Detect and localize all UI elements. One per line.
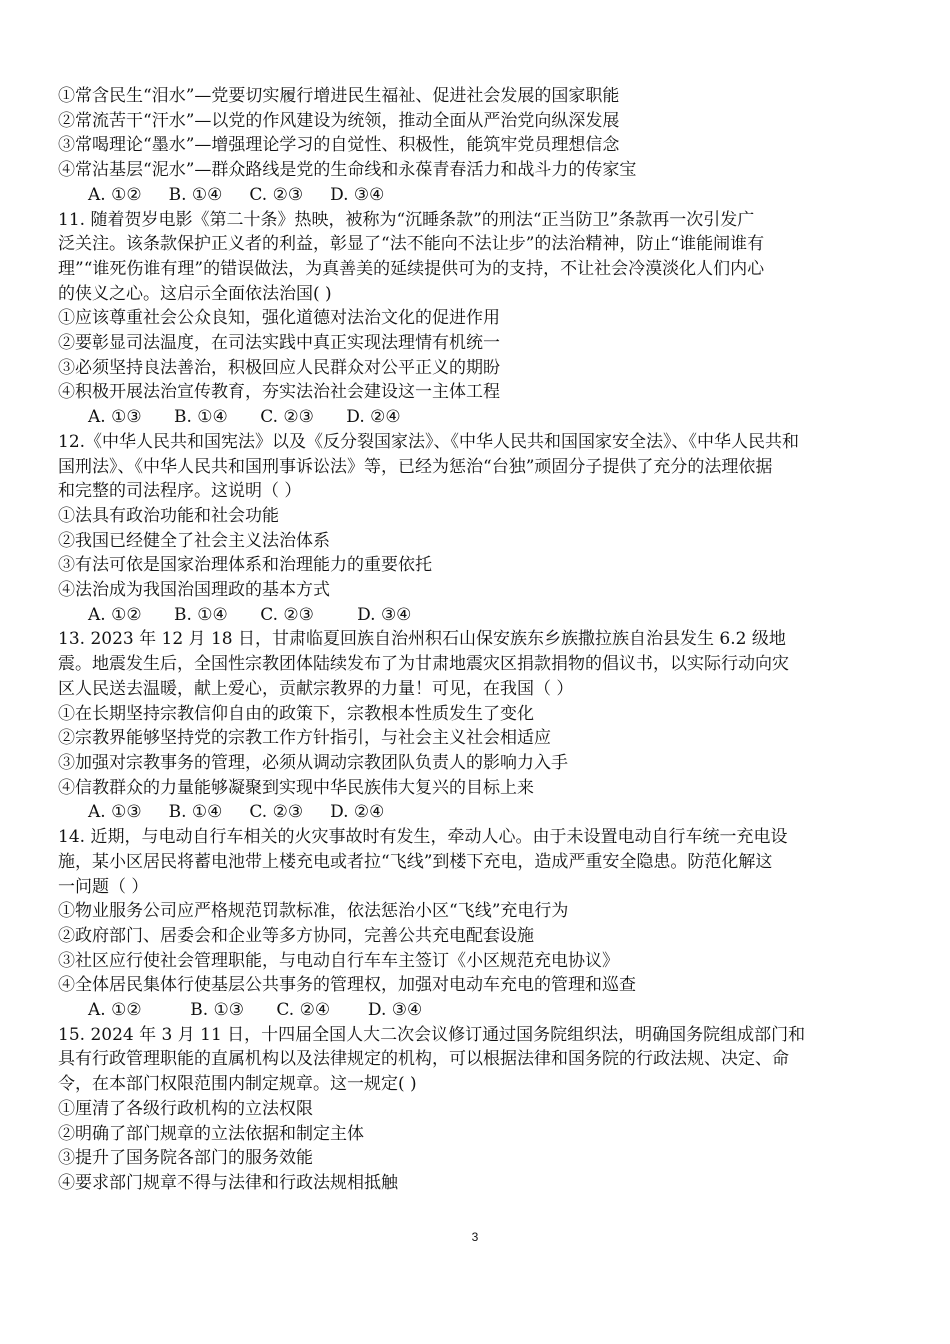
page-number: 3 — [471, 1230, 479, 1244]
exam-page — [58, 84, 898, 1196]
question-stem-line: 泛关注。该条款保护正义者的利益，彰显了“法不能向不法让步”的法治精神，防止“谁能闹谁有 — [58, 234, 765, 255]
choice-item: ④法治成为我国治国理政的基本方式 — [58, 580, 330, 601]
question-12 — [58, 430, 898, 628]
choice-item: ②宗教界能够坚持党的宗教工作方针指引，与社会主义社会相适应 — [58, 728, 551, 749]
question-stem-line: 14. 近期，与电动自行车相关的火灾事故时有发生，牵动人心。由于未设置电动自行车统一充电设 — [58, 827, 788, 848]
question-11 — [58, 208, 898, 430]
choice-item: ①应该尊重社会公众良知，强化道德对法治文化的促进作用 — [58, 308, 500, 329]
choice-item: ④全体居民集体行使基层公共事务的管理权，加强对电动车充电的管理和巡查 — [58, 975, 636, 996]
choice-item: ③必须坚持良法善治，积极回应人民群众对公平正义的期盼 — [58, 357, 500, 378]
question-stem-line: 11. 随着贺岁电影《第二十条》热映，被称为“沉睡条款”的刑法“正当防卫”条款再一次引发广 — [58, 209, 755, 230]
question-stem-line: 令，在本部门权限范围内制定规章。这一规定( ) — [58, 1074, 417, 1095]
question-stem-line: 一问题（ ） — [58, 876, 149, 897]
answer-options: A. ①② B. ①④ C. ②③ D. ③④ — [88, 184, 385, 205]
question-15 — [58, 1023, 898, 1196]
choice-item: ②要彰显司法温度，在司法实践中真正实现法理情有机统一 — [58, 333, 500, 354]
answer-options: A. ①② B. ①③ C. ②④ D. ③④ — [88, 1000, 423, 1021]
question-stem-line: 的侠义之心。这启示全面依法治国( ) — [58, 283, 332, 304]
choice-item: ①法具有政治功能和社会功能 — [58, 505, 279, 526]
question-stem-line: 施，某小区居民将蓄电池带上楼充电或者拉“飞线”到楼下充电，造成严重安全隐患。防范化解这 — [58, 851, 773, 872]
question-10-tail — [58, 84, 898, 208]
choice-item: ②我国已经健全了社会主义法治体系 — [58, 530, 330, 551]
question-stem-line: 具有行政管理职能的直属机构以及法律规定的机构，可以根据法律和国务院的行政法规、决定、命 — [58, 1049, 789, 1070]
choice-item: ④常沾基层“泥水”—群众路线是党的生命线和永葆青春活力和战斗力的传家宝 — [58, 160, 637, 181]
question-stem-line: 国刑法》、《中华人民共和国刑事诉讼法》等，已经为惩治“台独”顽固分子提供了充分的法理依据 — [58, 456, 773, 477]
question-stem-line: 12.《中华人民共和国宪法》以及《反分裂国家法》、《中华人民共和国国家安全法》、《中华人民共和 — [58, 431, 800, 452]
choice-item: ①厘清了各级行政机构的立法权限 — [58, 1098, 313, 1119]
choice-item: ③加强对宗教事务的管理，必须从调动宗教团队负责人的影响力入手 — [58, 752, 568, 773]
choice-item: ①常含民生“泪水”—党要切实履行增进民生福祉、促进社会发展的国家职能 — [58, 86, 620, 106]
question-stem-line: 理”“谁死伤谁有理”的错误做法，为真善美的延续提供可为的支持，不让社会冷漠淡化人们内心 — [58, 258, 765, 279]
choice-item: ④信教群众的力量能够凝聚到实现中华民族伟大复兴的目标上来 — [58, 777, 534, 798]
question-14 — [58, 825, 898, 1023]
choice-item: ④要求部门规章不得与法律和行政法规相抵触 — [58, 1172, 398, 1193]
choice-item: ③常喝理论“墨水”—增强理论学习的自觉性、积极性，能筑牢党员理想信念 — [58, 135, 620, 156]
answer-options: A. ①③ B. ①④ C. ②③ D. ②④ — [88, 407, 401, 428]
choice-item: ②常流苦干“汗水”—以党的作风建设为统领，推动全面从严治党向纵深发展 — [58, 110, 620, 131]
question-stem-line: 13. 2023 年 12 月 18 日，甘肃临夏回族自治州积石山保安族东乡族撒拉族自治县发生 6.2 级地 — [58, 629, 786, 650]
choice-item: ④积极开展法治宣传教育，夯实法治社会建设这一主体工程 — [58, 382, 500, 403]
choice-item: ②明确了部门规章的立法依据和制定主体 — [58, 1123, 364, 1144]
question-13 — [58, 627, 898, 825]
answer-options: A. ①③ B. ①④ C. ②③ D. ②④ — [88, 802, 385, 823]
answer-options: A. ①② B. ①④ C. ②③ D. ③④ — [88, 604, 412, 625]
choice-item: ①物业服务公司应严格规范罚款标准，依法惩治小区“飞线”充电行为 — [58, 901, 569, 922]
choice-item: ①在长期坚持宗教信仰自由的政策下，宗教根本性质发生了变化 — [58, 703, 534, 724]
question-stem-line: 区人民送去温暖，献上爱心，贡献宗教界的力量！可见，在我国（ ） — [58, 678, 574, 699]
choice-item: ③有法可依是国家治理体系和治理能力的重要依托 — [58, 555, 432, 576]
question-stem-line: 震。地震发生后，全国性宗教团体陆续发布了为甘肃地震灾区捐款捐物的倡议书，以实际行动向灾 — [58, 654, 789, 675]
question-stem-line: 15. 2024 年 3 月 11 日，十四届全国人大二次会议修订通过国务院组织法，明确国务院组成部门和 — [58, 1024, 806, 1045]
choice-item: ③提升了国务院各部门的服务效能 — [58, 1148, 313, 1169]
choice-item: ③社区应行使社会管理职能，与电动自行车车主签订《小区规范充电协议》 — [58, 950, 619, 971]
question-stem-line: 和完整的司法程序。这说明（ ） — [58, 481, 302, 502]
choice-item: ②政府部门、居委会和企业等多方协同，完善公共充电配套设施 — [58, 925, 534, 946]
